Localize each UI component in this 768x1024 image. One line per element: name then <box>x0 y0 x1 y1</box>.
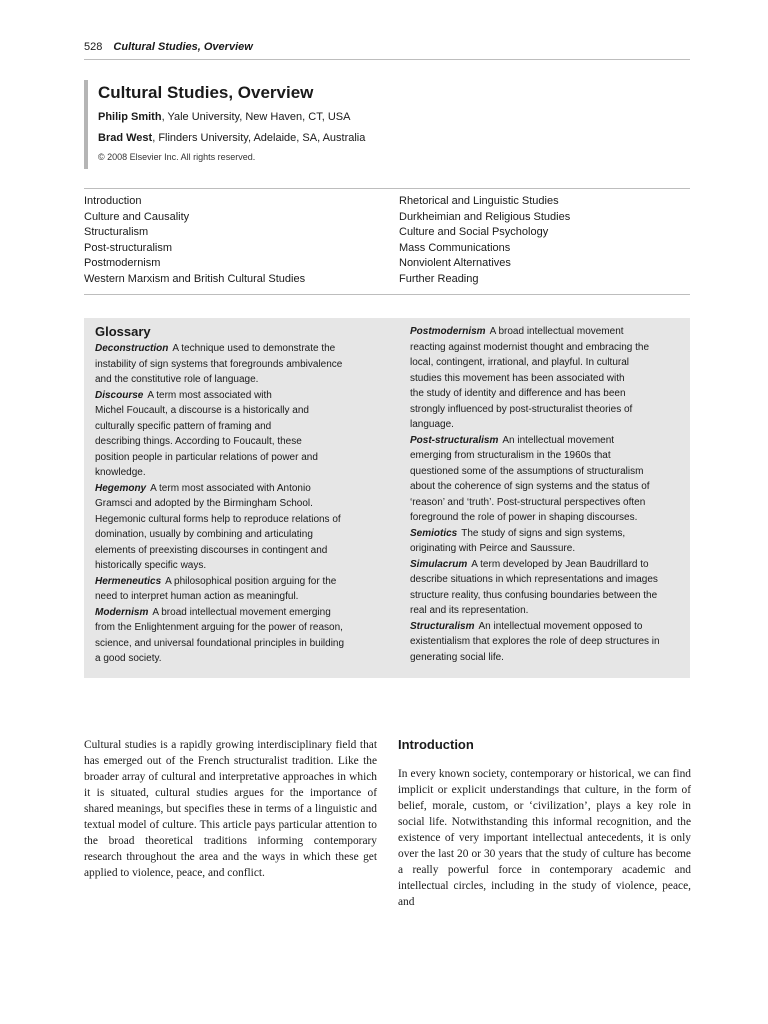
glossary-definition-text: position people in particular relations of power and <box>95 451 318 463</box>
toc-top-rule <box>84 188 690 189</box>
glossary-definition-line <box>410 355 682 371</box>
glossary-definition-line <box>95 512 367 528</box>
glossary-definition-line <box>410 510 682 526</box>
glossary-definition-line <box>410 541 682 557</box>
glossary-definition-line <box>95 574 367 590</box>
toc-item[interactable]: Culture and Social Psychology <box>399 226 549 238</box>
glossary-definition-line <box>410 448 682 464</box>
running-title: Cultural Studies, Overview <box>113 41 253 53</box>
glossary-definition-line <box>95 434 367 450</box>
glossary-definition-line <box>95 605 367 621</box>
toc-item[interactable]: Introduction <box>84 195 142 207</box>
glossary-entry <box>95 481 367 574</box>
glossary-definition-text: domination, usually by combining and articulating <box>95 529 313 540</box>
glossary-definition-text: about the coherence of sign systems and the status of <box>410 481 650 492</box>
glossary-definition-line <box>410 557 682 573</box>
author-name: Philip Smith <box>98 111 162 123</box>
section-heading-introduction: Introduction <box>398 737 474 752</box>
glossary-entry <box>410 324 682 433</box>
glossary-definition-text: strongly influenced by post-structuralist theories of <box>410 403 633 415</box>
glossary-definition-text: the study of identity and difference and has been <box>410 388 626 399</box>
glossary-definition-text: describing things. According to Foucault, these <box>95 436 302 447</box>
toc-item[interactable]: Nonviolent Alternatives <box>399 257 511 269</box>
toc-item[interactable]: Further Reading <box>399 272 479 285</box>
article-title-block <box>84 80 684 169</box>
glossary-definition-line <box>95 465 367 481</box>
glossary-definition-text: language. <box>410 419 454 430</box>
glossary-entries <box>95 341 367 667</box>
toc-item[interactable]: Rhetorical and Linguistic Studies <box>399 195 559 207</box>
glossary-definition-text: knowledge. <box>95 467 146 478</box>
glossary-heading: Glossary <box>95 324 151 339</box>
glossary-term: Hermeneutics <box>95 575 162 587</box>
author-line <box>98 110 684 124</box>
toc-right-column <box>399 194 570 287</box>
glossary-definition-text: originating with Peirce and Saussure. <box>410 543 576 554</box>
glossary-definition-line <box>95 543 367 559</box>
glossary-definition-text: A term most associated with <box>147 389 272 401</box>
glossary-entry <box>95 574 367 605</box>
glossary-definition-text: A philosophical position arguing for the <box>165 575 337 587</box>
author-affiliation: , Flinders University, Adelaide, SA, Australia <box>152 132 366 144</box>
glossary-entry <box>410 619 682 666</box>
glossary-definition-text: Hegemonic cultural forms help to reproduce relations of <box>95 513 341 525</box>
glossary-definition-line <box>95 403 367 419</box>
glossary-term: Discourse <box>95 389 144 401</box>
glossary-definition-text: elements of preexisting discourses in contingent and <box>95 544 328 556</box>
glossary-definition-text: culturally specific pattern of framing and <box>95 420 272 432</box>
glossary-definition-line <box>410 634 682 650</box>
glossary-definition-text: reacting against modernist thought and embracing the <box>410 341 650 353</box>
glossary-definition-line <box>95 620 367 636</box>
glossary-left-column <box>95 324 367 667</box>
header-divider <box>84 59 690 60</box>
glossary-definition-line <box>410 526 682 542</box>
glossary-entry <box>95 341 367 388</box>
glossary-definition-text: studies this movement has been associated with <box>410 372 625 384</box>
glossary-term: Post-structuralism <box>410 434 499 446</box>
glossary-entry <box>95 388 367 481</box>
glossary-definition-line <box>410 417 682 433</box>
glossary-right-column <box>410 324 682 665</box>
glossary-definition-line <box>410 495 682 511</box>
glossary-definition-line <box>95 388 367 404</box>
toc-bottom-rule <box>84 294 690 295</box>
glossary-definition-text: A term developed by Jean Baudrillard to <box>471 558 649 570</box>
introduction-paragraph: In every known society, contemporary or historical, we can find implicit or explicit understandings that culture, in the form of belief, morale, custom, or ‘civilization’, plays a key role in social life. Notwithstanding this informal recognition, and the existence of very important intellectual antecedents, it is only over the last 20 or 30 years that the study of culture has become a really powerful force in contemporary academic and intellectual circles, including in the study of violence, peace, and <box>398 768 691 908</box>
glossary-definition-line <box>410 340 682 356</box>
glossary-definition-text: foreground the role of power in shaping discourses. <box>410 512 638 523</box>
glossary-definition-line <box>410 402 682 418</box>
glossary-definition-line <box>95 372 367 388</box>
glossary-definition-line <box>410 386 682 402</box>
glossary-definition-text: A technique used to demonstrate the <box>172 343 336 354</box>
glossary-definition-text: and the constitutive role of language. <box>95 374 259 385</box>
toc-item[interactable]: Postmodernism <box>84 257 161 269</box>
toc-item[interactable]: Culture and Causality <box>84 210 190 223</box>
glossary-definition-line <box>410 650 682 666</box>
glossary-definition-line <box>95 481 367 497</box>
abstract-paragraph: Cultural studies is a rapidly growing interdisciplinary field that has emerged out of the French structuralist tradition. Like the broader array of cultural and interpretative approaches in which it is situated, cultural studies argues for the importance of shared meanings, but specifies these in terms of a linguistic and textual model of culture. This article pays particular attention to the broad theoretical traditions informing contemporary research throughout the area and the ways in which these get applied to violence, peace, and conflict. <box>84 739 377 879</box>
glossary-definition-line <box>410 433 682 449</box>
glossary-entry <box>410 433 682 526</box>
glossary-definition-text: science, and universal foundational principles in building <box>95 637 345 649</box>
glossary-definition-text: ‘reason’ and ‘truth’. Post-structural perspectives often <box>410 496 646 508</box>
copyright-notice: © 2008 Elsevier Inc. All rights reserved. <box>98 152 256 162</box>
glossary-definition-line <box>95 357 367 373</box>
glossary-term: Modernism <box>95 606 149 618</box>
glossary-definition-line <box>95 527 367 543</box>
glossary-term: Hegemony <box>95 482 147 494</box>
glossary-definition-line <box>95 558 367 574</box>
glossary-definition-text: The study of signs and sign systems, <box>461 527 626 539</box>
glossary-definition-text: A broad intellectual movement emerging <box>152 606 331 618</box>
glossary-term: Deconstruction <box>95 343 169 354</box>
glossary-definition-line <box>95 341 367 357</box>
author-line <box>98 131 684 145</box>
glossary-definition-text: Michel Foucault, a discourse is a historically and <box>95 405 309 416</box>
glossary-definition-text: instability of sign systems that foregrounds ambivalence <box>95 358 343 370</box>
glossary-definition-line <box>410 464 682 480</box>
glossary-definition-text: An intellectual movement <box>502 434 615 446</box>
glossary-definition-line <box>410 371 682 387</box>
glossary-definition-line <box>410 603 682 619</box>
glossary-entries <box>410 324 682 665</box>
page-number: 528 <box>84 41 103 53</box>
glossary-definition-line <box>95 496 367 512</box>
toc-item[interactable]: Post-structuralism <box>84 241 173 254</box>
toc-item[interactable]: Western Marxism and British Cultural Studies <box>84 272 306 285</box>
glossary-definition-line <box>95 589 367 605</box>
glossary-term: Postmodernism <box>410 326 486 337</box>
toc-item[interactable]: Mass Communications <box>399 241 511 254</box>
glossary-term: Semiotics <box>410 527 458 539</box>
glossary-definition-text: existentialism that explores the role of deep structures in <box>410 636 660 647</box>
glossary-entry <box>410 557 682 619</box>
glossary-definition-line <box>410 479 682 495</box>
glossary-definition-text: structure reality, thus confusing boundaries between the <box>410 589 658 601</box>
glossary-term: Simulacrum <box>410 558 468 570</box>
running-head <box>84 41 253 53</box>
glossary-definition-text: historically specific ways. <box>95 560 207 571</box>
glossary-definition-line <box>410 619 682 635</box>
glossary-definition-text: describe situations in which representations and images <box>410 574 658 585</box>
glossary-definition-text: Gramsci and adopted by the Birmingham School. <box>95 498 313 509</box>
glossary-definition-text: need to interpret human action as meaningful. <box>95 591 299 602</box>
glossary-definition-text: from the Enlightenment arguing for the power of reason, <box>95 622 343 633</box>
glossary-definition-text: questioned some of the assumptions of structuralism <box>410 465 644 477</box>
glossary-definition-line <box>410 572 682 588</box>
glossary-box <box>84 318 690 678</box>
toc-item[interactable]: Durkheimian and Religious Studies <box>399 210 571 223</box>
glossary-definition-line <box>95 450 367 466</box>
author-affiliation: , Yale University, New Haven, CT, USA <box>161 111 351 123</box>
glossary-definition-line <box>95 419 367 435</box>
glossary-definition-line <box>410 324 682 340</box>
glossary-definition-text: local, contingent, irrational, and playful. In cultural <box>410 357 630 368</box>
glossary-entry <box>95 605 367 667</box>
article-title: Cultural Studies, Overview <box>98 83 314 102</box>
glossary-entry <box>410 526 682 557</box>
glossary-definition-text: real and its representation. <box>410 605 529 616</box>
glossary-definition-text: A term most associated with Antonio <box>150 482 311 494</box>
toc-item[interactable]: Structuralism <box>84 226 149 238</box>
glossary-definition-text: A broad intellectual movement <box>489 326 624 337</box>
glossary-definition-line <box>95 636 367 652</box>
glossary-definition-text: a good society. <box>95 653 162 664</box>
glossary-definition-text: An intellectual movement opposed to <box>478 620 643 632</box>
glossary-definition-line <box>410 588 682 604</box>
author-name: Brad West <box>98 132 153 144</box>
toc-left-column <box>84 194 305 287</box>
glossary-definition-line <box>95 651 367 667</box>
glossary-term: Structuralism <box>410 620 475 632</box>
glossary-definition-text: generating social life. <box>410 651 504 663</box>
glossary-definition-text: emerging from structuralism in the 1960s that <box>410 450 611 461</box>
